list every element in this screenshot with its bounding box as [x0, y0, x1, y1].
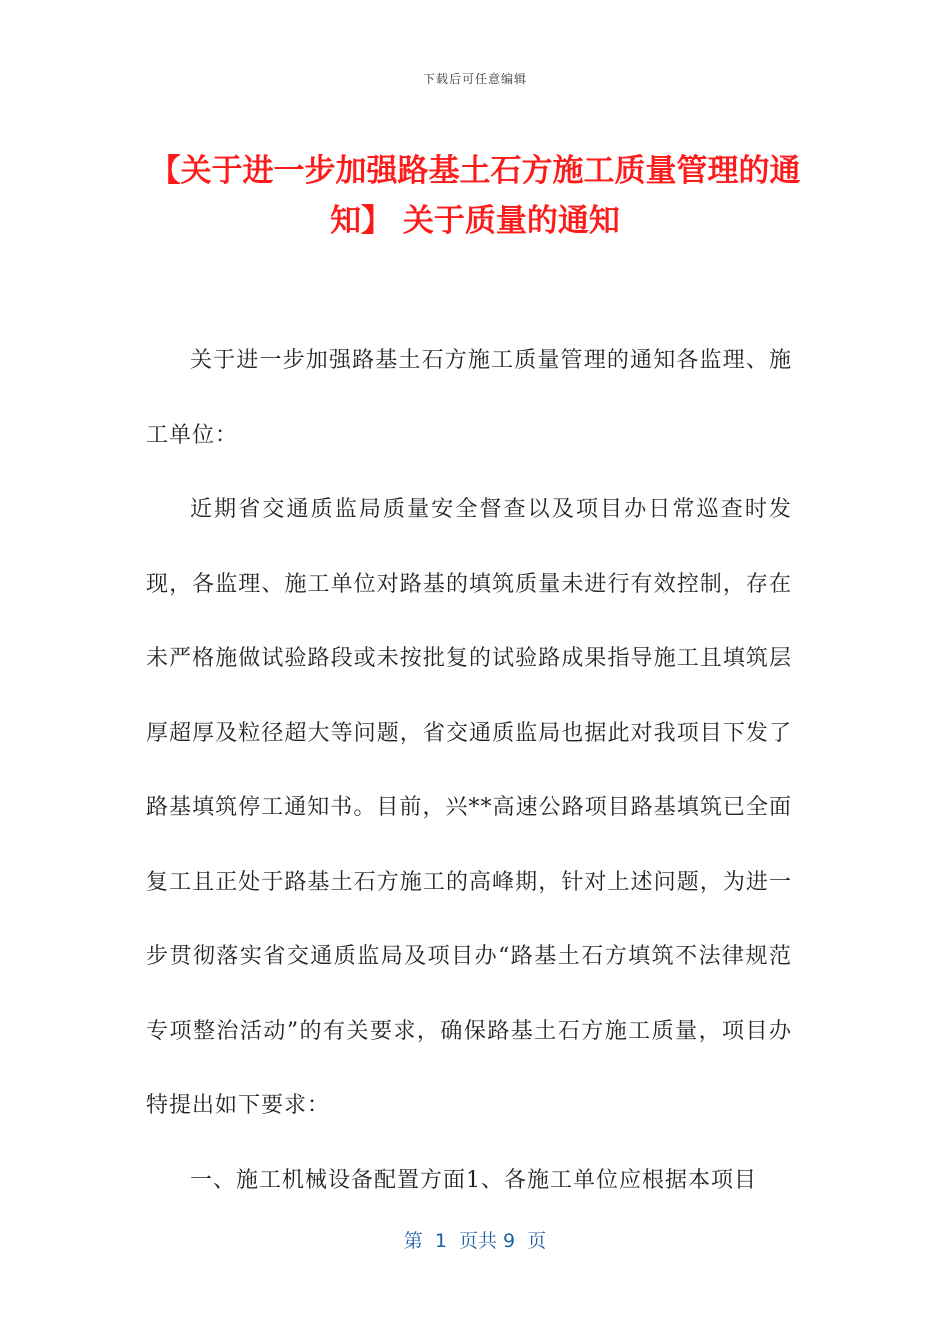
- paragraph-salutation: 关于进一步加强路基土石方施工质量管理的通知各监理、施工单位：: [146, 348, 792, 448]
- header-note: 下载后可任意编辑: [422, 72, 527, 86]
- paragraph-main: 近期省交通质监局质量安全督查以及项目办日常巡查时发现，各监理、施工单位对路基的填筑质量未进行有效控制，存在未严格施做试验路段或未按批复的试验路成果指导施工且填筑层厚超厚及粒径超大等问题，省交通质监局也据此对我项目下发了路基填筑停工通知书。目前，兴**高速公路项目路基填筑已全面复工且正处于路基土石方施工的高峰期，针对上述问题，为进一步贯彻落实省交通质监局及项目办“路基土石方填筑不法律规范专项整治活动”的有关要求，确保路基土石方施工质量，项目办特提出如下要求：: [146, 497, 792, 1118]
- document-body: [146, 324, 792, 1218]
- paragraph-section-one: 一、施工机械设备配置方面1、各施工单位应根据本项目: [190, 1167, 757, 1193]
- document-title: 【关于进一步加强路基土石方施工质量管理的通知】 关于质量的通知: [149, 153, 801, 239]
- page-number-footer: 第 1 页共 9 页: [403, 1230, 547, 1252]
